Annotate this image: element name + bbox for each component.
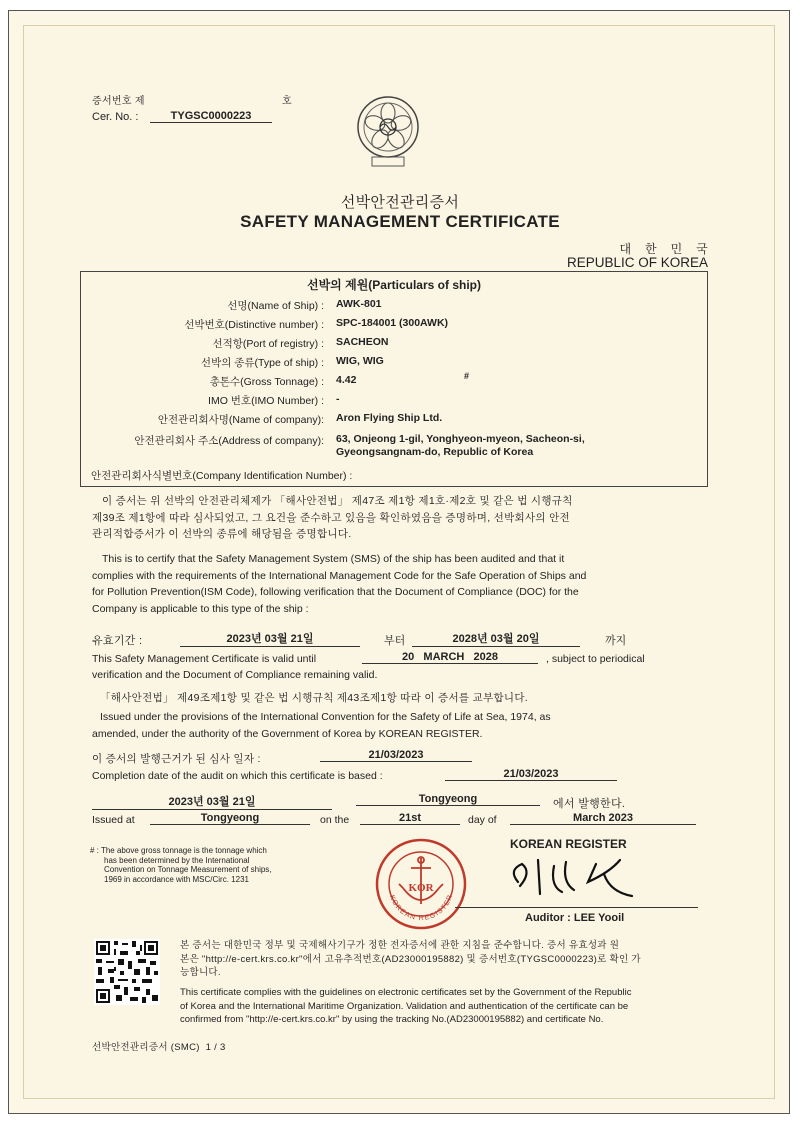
particulars-label: 선명(Name of Ship) : xyxy=(227,300,324,312)
validity-en-suffix: , subject to periodical xyxy=(546,653,645,665)
electronic-note-ko xyxy=(180,939,641,980)
text-line: has been determined by the International xyxy=(104,855,250,865)
particulars-label: 선박번호(Distinctive number) : xyxy=(184,319,324,331)
audit-label-en: Completion date of the audit on which this certificate is based : xyxy=(92,770,383,782)
particulars-box xyxy=(80,271,708,487)
signature-org: KOREAN REGISTER xyxy=(510,837,627,851)
issued-at-label: Issued at xyxy=(92,814,135,826)
particulars-label: IMO 번호(IMO Number) : xyxy=(208,395,324,407)
certify-text-en xyxy=(92,551,712,617)
qr-code xyxy=(94,939,160,1005)
audit-date-ko: 21/03/2023 xyxy=(320,749,472,762)
particulars-value: Gyeongsangnam-do, Republic of Korea xyxy=(336,446,534,458)
auditor-signature xyxy=(500,852,650,910)
text-line: 이 증서는 위 선박의 안전관리체제가 「해사안전법」 제47조 제1항 제1호·제2호 및 같은 법 시행규칙 xyxy=(102,495,573,507)
audit-date-en: 21/03/2023 xyxy=(445,768,617,781)
text-line: confirmed from "http://e-cert.krs.co.kr" by using the tracking No.(AD23000195882) and certificate No. xyxy=(180,1014,604,1025)
day-of-label: day of xyxy=(468,814,497,826)
text-line: # : The above gross tonnage is the tonnage which xyxy=(90,846,267,855)
issue-day: 21st xyxy=(360,812,460,825)
tonnage-footnote xyxy=(90,846,272,884)
issue-date-ko: 2023년 03월 21일 xyxy=(92,793,332,810)
text-line: complies with the requirements of the International Management Code for the Safe Operation of Ships and xyxy=(92,569,587,582)
particulars-value: SACHEON xyxy=(336,336,389,348)
electronic-note-en xyxy=(180,986,631,1027)
validity-en-prefix: This Safety Management Certificate is valid until xyxy=(92,653,317,665)
validity-en-date: 20 MARCH 2028 xyxy=(362,651,538,664)
validity-from-word: 부터 xyxy=(384,635,406,647)
certify-text-ko xyxy=(92,493,712,543)
issued-under-en-1: Issued under the provisions of the International Convention for the Safety of Life at Sea, 1974, as xyxy=(100,711,551,723)
validity-to-word: 까지 xyxy=(605,635,627,647)
government-emblem xyxy=(352,93,424,171)
page-footer: 선박안전관리증서 (SMC) 1 / 3 xyxy=(92,1042,226,1053)
particulars-label: 안전관리회사명(Name of company): xyxy=(157,414,324,426)
validity-en-line2: verification and the Document of Compliance remaining valid. xyxy=(92,669,378,681)
country-en: REPUBLIC OF KOREA xyxy=(566,255,708,270)
text-line: 본 증서는 대한민국 정부 및 국제해사기구가 정한 전자증서에 관한 지침을 준수합니다. 증서 유효성과 원 xyxy=(180,940,620,951)
text-line: for Pollution Prevention(ISM Code), following verification that the Document of Compliance (DOC) for the xyxy=(92,586,579,598)
cert-no-label-en: Cer. No. : xyxy=(92,111,139,123)
particulars-label: 안전관리회사 주소(Address of company): xyxy=(134,435,324,447)
issued-at-value: Tongyeong xyxy=(150,812,310,825)
text-line: Convention on Tonnage Measurement of ships, xyxy=(104,865,272,874)
cert-no-value: TYGSC0000223 xyxy=(150,110,272,123)
particulars-label: 총톤수(Gross Tonnage) : xyxy=(209,376,324,388)
cert-no-label-ko: 증서번호 제 xyxy=(92,96,145,107)
text-line: 1969 in accordance with MSC/Circ. 1231 xyxy=(104,874,249,884)
issue-suffix-ko: 에서 발행한다. xyxy=(553,798,626,810)
particulars-label: 안전관리회사식별번호(Company Identification Number) : xyxy=(91,470,353,482)
particulars-value: - xyxy=(336,393,340,405)
issued-under-en-2: amended, under the authority of the Government of Korea by KOREAN REGISTER. xyxy=(92,728,483,740)
issue-month-year: March 2023 xyxy=(510,812,696,825)
particulars-value: 63, Onjeong 1-gil, Yonghyeon-myeon, Sacheon-si, xyxy=(336,433,585,445)
validity-label: 유효기간 : xyxy=(92,635,143,647)
cert-no-suffix-ko: 호 xyxy=(282,96,292,107)
on-the-label: on the xyxy=(320,814,350,826)
text-line: 제39조 제1항에 따라 심사되었고, 그 요건을 준수하고 있음을 확인하였음을 증명하며, 선박회사의 안전 xyxy=(92,511,570,524)
particulars-label: 선적항(Port of registry) : xyxy=(212,338,324,350)
particulars-value: Aron Flying Ship Ltd. xyxy=(336,412,443,424)
korean-register-seal xyxy=(375,838,467,930)
text-line: 본은 "http://e-cert.krs.co.kr"에서 고유추적번호(AD23000195882) 및 증서번호(TYGSC0000223)로 확인 가 xyxy=(180,953,641,965)
signature-line xyxy=(455,907,698,908)
seal-letters: KOR xyxy=(408,882,434,894)
title-ko: 선박안전관리증서 xyxy=(340,194,460,211)
title-en: SAFETY MANAGEMENT CERTIFICATE xyxy=(240,212,560,231)
text-line: Company is applicable to this type of the ship : xyxy=(92,602,309,615)
particulars-value: WIG, WIG xyxy=(336,355,384,367)
particulars-label: 선박의 종류(Type of ship) : xyxy=(200,357,324,369)
text-line: 능합니다. xyxy=(180,967,221,978)
particulars-value: AWK-801 xyxy=(336,298,382,310)
particulars-heading: 선박의 제원(Particulars of ship) xyxy=(307,278,481,292)
text-line: of Korea and the International Maritime Organization. Validation and authentication of the certificate can be xyxy=(180,1000,629,1012)
text-line: 관리적합증서가 이 선박의 종류에 해당됨을 증명합니다. xyxy=(92,528,352,540)
validity-from: 2023년 03월 21일 xyxy=(180,630,360,647)
issued-under-ko: 「해사안전법」 제49조제1항 및 같은 법 시행규칙 제43조제1항 따라 이 증서를 교부합니다. xyxy=(100,692,529,704)
particulars-value: 4.42 xyxy=(336,374,357,386)
text-line: This is to certify that the Safety Management System (SMS) of the ship has been audited and that it xyxy=(102,553,565,565)
validity-to: 2028년 03월 20일 xyxy=(412,630,580,647)
audit-label-ko: 이 증서의 발행근거가 된 심사 일자 : xyxy=(92,753,261,765)
issue-place-ko: Tongyeong xyxy=(356,793,540,806)
tonnage-mark: # xyxy=(464,371,470,381)
particulars-value: SPC-184001 (300AWK) xyxy=(336,317,449,329)
text-line: This certificate complies with the guidelines on electronic certificates set by the Government of the Republic xyxy=(180,987,632,998)
seal-text: KOREAN REGISTER xyxy=(387,893,455,923)
country-ko: 대 한 민 국 xyxy=(619,242,708,256)
auditor-name: Auditor : LEE Yooil xyxy=(525,912,625,924)
